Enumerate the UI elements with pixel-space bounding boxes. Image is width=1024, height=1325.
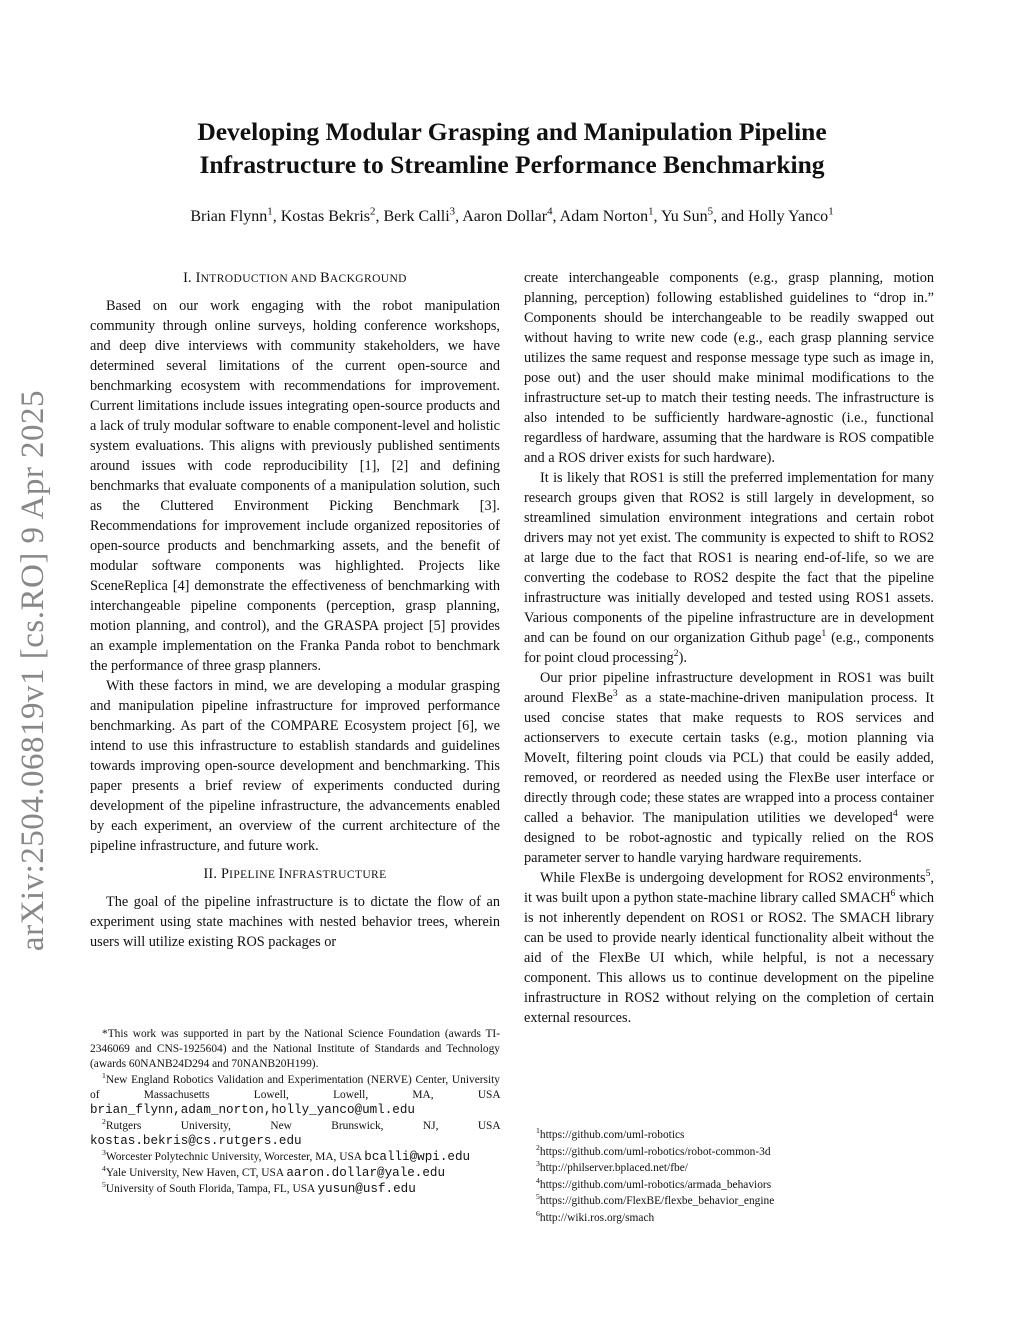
paragraph: It is likely that ROS1 is still the preferred implementation for many research groups given that ROS2 is still largely in development, so streamlined simulation environment integrations and certain robot drivers may not yet exist. The community is expected to shift to ROS2 at large due to the fact that ROS1 is nearing end-of-life, so we are converting the codebase to ROS2 despite the fact that the pipeline infrastructure was initially developed and tested using ROS1 assets. Various components of the pipeline infrastructure are in development and can be found on our organization Github page$^1$ (e.g., components for point cloud processing$^2$). (524, 470, 934, 666)
email: brian_flynn,adam_norton,holly_yanco@uml.edu (90, 1103, 415, 1117)
title-line-2: Infrastructure to Streamline Performance Benchmarking (199, 150, 825, 179)
author: Holly Yanco$^1$ (748, 205, 834, 225)
author: Berk Calli$^3$, (383, 205, 463, 225)
author: Adam Norton$^1$, (559, 205, 661, 225)
author: Brian Flynn$^1$, (190, 205, 281, 225)
left-column (90, 268, 500, 952)
paragraph: Our prior pipeline infrastructure development in ROS1 was built around FlexBe$^3$ as a state-machine-driven manipulation process. It used concise states that make requests to ROS services and actionservers to execute certain tasks (e.g., motion planning via MoveIt, filtering point clouds via PCL) that could be easily added, removed, or reordered as needed using the FlexBe user interface or directly through code; these states are wrapped into a process container called a behavior. The manipulation utilities we developed$^4$ were designed to be robot-agnostic and typically relied on the ROS parameter server to handle varying hardware requirements. (524, 670, 934, 866)
section-heading-pipeline: II. PIPELINE INFRASTRUCTURE (203, 866, 387, 882)
email: bcalli@wpi.edu (364, 1150, 471, 1164)
title-line-1: Developing Modular Grasping and Manipulation Pipeline (197, 117, 827, 146)
footnote-link[interactable]: $^6$http://wiki.ros.org/smach (536, 1208, 655, 1224)
paragraph: With these factors in mind, we are developing a modular grasping and manipulation pipeline infrastructure for improved performance benchmarking. As part of the COMPARE Ecosystem project [6], we intend to use this infrastructure to establish standards and guidelines towards improving open-source development and benchmarking. This paper presents a brief review of experiments conducted during development of the pipeline infrastructure, the advancements enabled by each experiment, an overview of the current architecture of the pipeline infrastructure, and future work. (90, 678, 500, 854)
paragraph: The goal of the pipeline infrastructure is to dictate the flow of an experiment using state machines with nested behavior trees, wherein users will utilize existing ROS packages or (90, 894, 500, 950)
author: Aaron Dollar$^4$, (462, 205, 560, 225)
author: Yu Sun$^5$, and (660, 205, 749, 225)
right-column (524, 268, 934, 1028)
footnote-link[interactable]: $^4$https://github.com/uml-robotics/armada_behaviors (536, 1175, 772, 1191)
email: aaron.dollar@yale.edu (286, 1166, 446, 1180)
footnote-link[interactable]: $^3$http://philserver.bplaced.net/fbe/ (536, 1159, 688, 1174)
footnote-link[interactable]: $^2$https://github.com/uml-robotics/robot-common-3d (536, 1142, 771, 1158)
author-list (100, 205, 924, 226)
footnote-link[interactable]: $^1$https://github.com/uml-robotics (536, 1126, 685, 1141)
footnote-link[interactable]: $^5$https://github.com/FlexBE/flexbe_behavior_engine (536, 1192, 775, 1207)
email: yusun@usf.edu (317, 1182, 416, 1196)
affiliation-4: $^4$Yale University, New Haven, CT, USA aaron.dollar@yale.edu (102, 1164, 446, 1180)
author: Kostas Bekris$^2$, (280, 205, 384, 225)
affiliation-3: $^3$Worcester Polytechnic University, Worcester, MA, USA bcalli@wpi.edu (102, 1148, 471, 1164)
footnotes-affiliations (90, 1027, 500, 1198)
funding-note: *This work was supported in part by the National Science Foundation (awards TI-2346069 and CNS-1925604) and the National Institute of Standards and Technology (awards 60NANB24D294 and 70NANB20H199). (90, 1028, 500, 1070)
affiliation-5: $^5$University of South Florida, Tampa, FL, USA yusun@usf.edu (102, 1180, 416, 1196)
footnotes-links (524, 1127, 934, 1226)
arxiv-identifier-text: arXiv:2504.06819v1 [cs.RO] 9 Apr 2025 (15, 389, 52, 951)
affiliation-2: $^2$Rutgers University, New Brunswick, NJ, USA kostas.bekris@cs.rutgers.edu (90, 1117, 500, 1148)
paper-title (120, 115, 904, 181)
section-heading-introduction: I. INTRODUCTION AND BACKGROUND (183, 270, 407, 286)
arxiv-identifier (8, 375, 60, 965)
paragraph: While FlexBe is undergoing development for ROS2 environments$^5$, it was built upon a python state-machine library called SMACH$^6$ which is not inherently dependent on ROS1 or ROS2. The SMACH library can be used to provide nearly identical functionality albeit without the aid of the FlexBe UI which, while helpful, is not a necessary component. This allows us to continue development on the pipeline infrastructure in ROS2 without relying on the completion of certain external resources. (524, 868, 934, 1026)
paragraph: Based on our work engaging with the robot manipulation community through online surveys, holding conference workshops, and deep dive interviews with community stakeholders, we have determined several limitations of the current open-source and benchmarking ecosystem with recommendations for improvement. Current limitations include issues integrating open-source products and a lack of truly modular software to enable component-level and holistic system evaluations. This aligns with previously published sentiments around issues with code reproducibility [1], [2] and defining benchmarks that evaluate components of a manipulation solution, such as the Cluttered Environment Picking Benchmark [3]. Recommendations for improvement include organized repositories of open-source products and benchmarking assets, and the benefit of modular software components was highlighted. Projects like SceneReplica [4] demonstrate the effectiveness of benchmarking with interchangeable pipeline components (perception, grasp planning, motion planning, and control), and the GRASPA project [5] provides an example implementation on the Franka Panda robot to benchmark the performance of three grasp planners. (90, 298, 500, 674)
affiliation-1: $^1$New England Robotics Validation and Experimentation (NERVE) Center, University of Massachusetts Lowell, Lowell, MA, USA brian_flynn,adam_norton,holly_yanco@uml.edu (90, 1071, 500, 1117)
paragraph: create interchangeable components (e.g., grasp planning, motion planning, perception) following established guidelines to “drop in.” Components should be interchangeable to be readily swapped out without having to write new code (e.g., each grasp planning service utilizes the same request and response message type such as image in, pose out) and the user should make minimal modifications to the infrastructure set-up to match their testing needs. The infrastructure is also intended to be sufficiently hardware-agnostic (i.e., functional regardless of hardware, assuming that the hardware is ROS compatible and a ROS driver exists for such hardware). (524, 270, 934, 466)
email: kostas.bekris@cs.rutgers.edu (90, 1134, 302, 1148)
